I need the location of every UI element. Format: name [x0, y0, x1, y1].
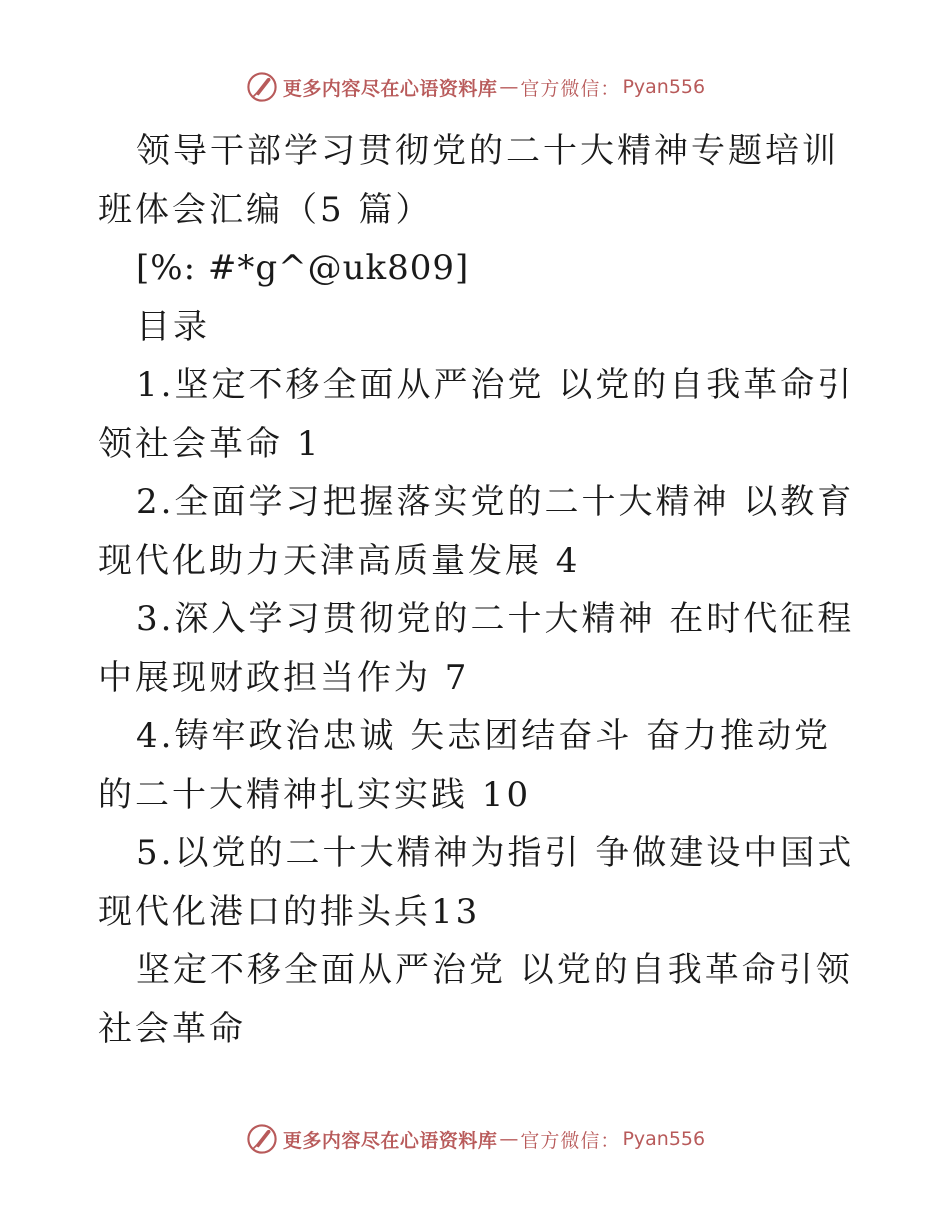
document-body: [98, 122, 858, 1058]
quill-logo-icon: [245, 70, 279, 104]
header-watermark: [0, 70, 950, 104]
watermark-separator: —: [499, 76, 519, 98]
toc-item: 4.铸牢政治忠诚 矢志团结奋斗 奋力推动党的二十大精神扎实实践 10: [98, 716, 832, 815]
watermark-brand: 更多内容尽在心语资料库: [282, 77, 498, 100]
watermark-handle: Pyan556: [622, 76, 706, 98]
footer-watermark: [0, 1122, 950, 1156]
watermark-contact-label: 官方微信：: [520, 77, 621, 100]
watermark-handle: Pyan556: [622, 1128, 706, 1150]
toc-item: 3.深入学习贯彻党的二十大精神 在时代征程中展现财政担当作为 7: [98, 599, 855, 698]
document-code: [%: #*g^@uk809]: [136, 248, 470, 288]
toc-item: 5.以党的二十大精神为指引 争做建设中国式现代化港口的排头兵13: [98, 833, 855, 932]
quill-logo-icon: [245, 1122, 279, 1156]
toc-heading: 目录: [136, 306, 210, 347]
watermark-contact-label: 官方微信：: [520, 1129, 621, 1152]
toc-item: 1.坚定不移全面从严治党 以党的自我革命引领社会革命 1: [98, 365, 855, 464]
watermark-brand: 更多内容尽在心语资料库: [282, 1129, 498, 1152]
watermark-separator: —: [499, 1128, 519, 1150]
document-title: 领导干部学习贯彻党的二十大精神专题培训班体会汇编（5 篇）: [98, 131, 839, 230]
toc-item: 2.全面学习把握落实党的二十大精神 以教育现代化助力天津高质量发展 4: [98, 482, 855, 581]
section-title: 坚定不移全面从严治党 以党的自我革命引领社会革命: [98, 950, 853, 1049]
